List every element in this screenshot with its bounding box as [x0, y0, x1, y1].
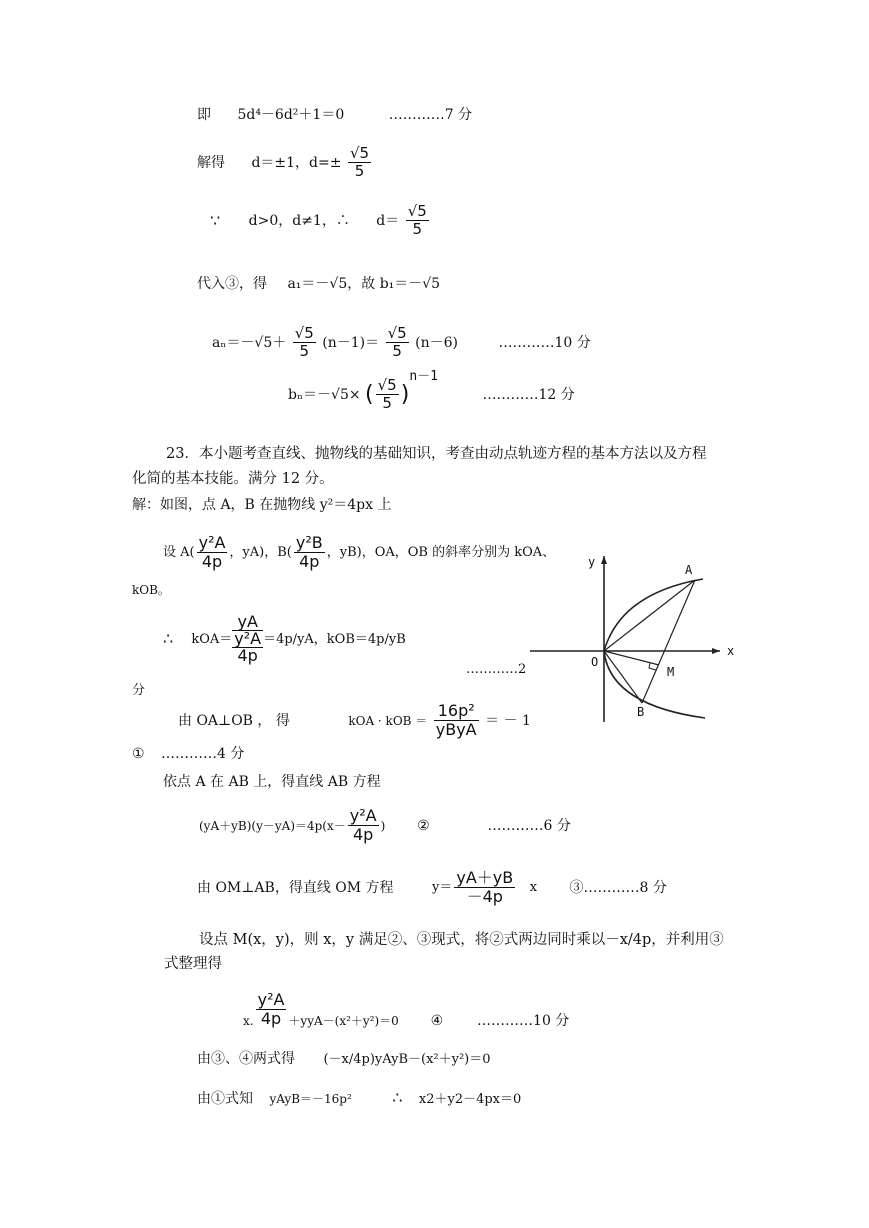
fraction-numerator: y²B [295, 533, 323, 552]
eq3-intro: 由 OM⊥AB，得直线 OM 方程 [197, 879, 394, 896]
fraction-numerator: √5 [407, 202, 427, 220]
fraction [293, 326, 316, 359]
lead-text: 即 [197, 107, 211, 123]
line-slopes [163, 614, 406, 664]
therefore-symbol: ∴ [392, 1088, 403, 1107]
x-arrow-icon [712, 648, 720, 654]
fraction-denominator: 4p [299, 552, 320, 571]
eq2-part1: (yA＋yB)(y－yA)＝4p(x－ [199, 818, 346, 833]
label-x: x [727, 644, 735, 658]
fraction [454, 870, 515, 905]
perp-text: 由 OA⊥OB ， 得 [178, 712, 290, 729]
fraction-numerator: yA＋yB [456, 868, 514, 887]
fraction [294, 535, 325, 570]
label-m: M [667, 665, 675, 679]
q23-line1: 23．本小题考查直线、抛物线的基础知识，考查由动点轨迹方程的基本方法以及方程 [166, 446, 707, 462]
fraction-denominator: 5 [299, 342, 310, 360]
line-eq-d [197, 108, 472, 122]
line-eq5 [197, 1052, 491, 1066]
fraction [348, 146, 371, 179]
label-a: A [685, 563, 693, 577]
line-d-condition [210, 204, 431, 237]
line-eq6 [197, 1090, 521, 1106]
fraction-denominator: yByA [435, 720, 477, 739]
substitute-text: 代入③，得 [197, 276, 267, 292]
fraction [386, 326, 409, 359]
fraction-denominator: 5 [354, 162, 365, 180]
d-equals: d＝ [376, 212, 400, 229]
score-mark: …………4 分 [161, 746, 245, 762]
nested-top: yA [232, 614, 263, 631]
score-mark: …………12 分 [482, 386, 575, 403]
parabola-figure [525, 550, 745, 730]
set-mid-b: ，yB)，OA，OB 的斜率分别为 kOA、 [326, 545, 556, 560]
line-substitute [197, 277, 440, 291]
eq5-intro: 由③、④两式得 [197, 1051, 295, 1067]
eq4-x: x. [243, 1014, 254, 1028]
nested-bottom: 4p [237, 646, 258, 665]
score-mark: …………10 分 [498, 334, 591, 351]
circle-number: ② [417, 817, 430, 834]
eq6-product: yAyB＝－16p² [269, 1092, 352, 1106]
fraction [348, 808, 379, 843]
therefore-symbol: ∴ [163, 629, 174, 648]
y-arrow-icon [601, 556, 607, 564]
equation: 5d⁴－6d²＋1＝0 [237, 107, 345, 123]
score-mark: ③…………8 分 [569, 879, 667, 896]
fraction-denominator: 4p [260, 1008, 282, 1028]
line-eq4 [243, 990, 569, 1028]
segment-ab [642, 580, 695, 703]
eq3-y: y＝ [432, 880, 453, 895]
set-mid-a: ，yA)，B( [229, 545, 292, 560]
a1-b1-values: a₁＝－√5，故 b₁＝－√5 [287, 276, 441, 292]
an-part2: (n－1)＝ [322, 334, 380, 351]
score-mark: …………2 [466, 662, 527, 677]
fraction-numerator: 16p² [434, 703, 479, 721]
score-mark: …………10 分 [477, 1013, 570, 1029]
eq5-equation: (－x/4p)yAyB－(x²＋y²)＝0 [323, 1052, 491, 1067]
fraction-numerator: √5 [349, 144, 370, 162]
line-set-points [163, 535, 555, 570]
segment-oa [604, 580, 695, 651]
k-oa-label: kOA＝ [191, 631, 233, 647]
fraction-numerator: y²A [349, 806, 377, 825]
fraction-denominator: 5 [412, 220, 423, 238]
line-ab-intro: 依点 A 在 AB 上，得直线 AB 方程 [163, 774, 381, 790]
set-m-line2: 式整理得 [164, 956, 222, 972]
condition-text: d>0，d≠1，∴ [248, 212, 350, 229]
an-part3: (n－6) [415, 334, 458, 351]
k-product: kOA · kOB ＝ [348, 713, 428, 728]
label-o: O [591, 655, 599, 669]
label-y: y [588, 555, 596, 569]
parabola-lower [604, 651, 705, 718]
score-mark: …………6 分 [487, 817, 571, 834]
line-bn-formula [288, 369, 575, 412]
line-an-formula [212, 326, 591, 359]
line-perpendicular [178, 703, 531, 738]
label-b: B [637, 705, 645, 719]
eq4-rest: ＋yyA－(x²＋y²)＝0 [288, 1014, 399, 1028]
circle-number: ① [132, 746, 145, 762]
fraction-numerator: y²A [257, 989, 285, 1009]
fraction-denominator: 5 [382, 394, 392, 412]
an-part1: aₙ＝－√5＋ [212, 334, 287, 351]
fraction-denominator: 5 [392, 342, 402, 360]
slope-rest: ＝4p/yA，kOB＝4p/yB [263, 631, 406, 647]
line-eq2 [199, 808, 571, 843]
final-equation: x2＋y2－4px＝0 [418, 1092, 522, 1107]
fraction-numerator: √5 [387, 324, 407, 342]
circle-number: ④ [430, 1013, 444, 1029]
set-text: 设 A( [163, 545, 195, 560]
fraction-numerator: √5 [294, 324, 314, 342]
perp-score-line [132, 747, 244, 761]
fraction-denominator: 4p [201, 552, 223, 571]
nested-mid: y²A [234, 629, 262, 648]
solution-intro: 解：如图，点 A，B 在抛物线 y²＝4px 上 [132, 497, 392, 513]
score-continuation: 分 [132, 683, 146, 698]
eq2-part2: ) [380, 818, 386, 833]
because-symbol: ∵ [210, 210, 221, 230]
fraction-numerator: √5 [377, 376, 397, 394]
fraction-denominator: 4p [353, 825, 374, 844]
eq6-intro: 由①式知 [197, 1091, 253, 1107]
eq3-x: x [529, 880, 538, 895]
bn-part1: bₙ＝－√5× [288, 386, 361, 403]
parabola-upper [604, 579, 703, 651]
line-eq3 [197, 870, 667, 905]
fraction-denominator: －4p [466, 887, 503, 906]
fraction [406, 204, 429, 237]
nested-fraction [232, 614, 263, 664]
fraction-numerator: y²A [198, 533, 226, 552]
score-mark: …………7 分 [388, 107, 473, 123]
perp-rest: ＝ － 1 [485, 712, 531, 729]
fraction [197, 535, 228, 570]
equation: d＝±1，d=± [251, 154, 342, 171]
set-m-line1: 设点 M(x，y)，则 x，y 满足②、③现式，将②式两边同时乘以－x/4p，并利用③ [199, 932, 724, 948]
fraction [376, 378, 399, 411]
lead-text: 解得 [197, 154, 225, 171]
exponent: n－1 [409, 369, 438, 384]
close-paren: ) [400, 381, 410, 407]
line-solve-d [197, 146, 373, 179]
fraction [256, 989, 287, 1028]
fraction [434, 703, 479, 738]
open-paren: ( [365, 381, 374, 407]
set-continuation: kOB。 [132, 583, 170, 597]
q23-line2: 化简的基本技能。满分 12 分。 [132, 471, 334, 487]
